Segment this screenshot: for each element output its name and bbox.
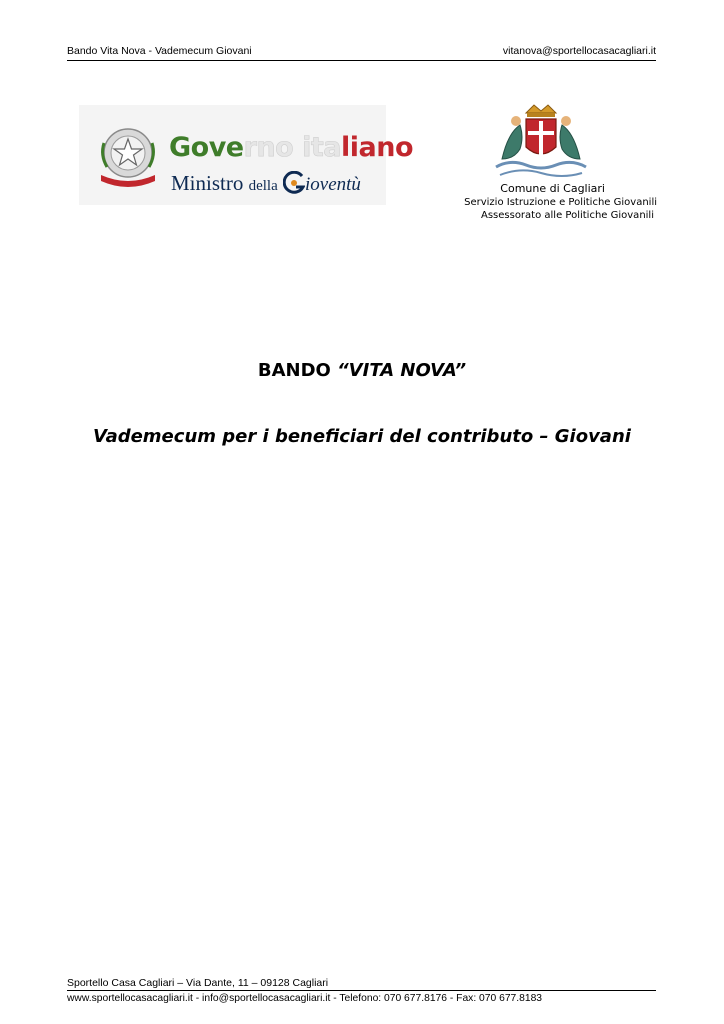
- comune-name: Comune di Cagliari: [500, 182, 605, 195]
- governo-italiano-logo: [79, 105, 414, 205]
- cagliari-coat-of-arms-icon: [490, 103, 592, 181]
- comune-cagliari-block: [464, 182, 657, 222]
- footer-address: Sportello Casa Cagliari – Via Dante, 11 – 09128 Cagliari: [67, 977, 329, 989]
- ministero-gioventu-wordmark: Ministro della ioventù: [171, 171, 361, 195]
- footer-contacts: www.sportellocasacagliari.it - info@sportellocasacagliari.it - Telefono: 070 677.8176 - Fax: 070 677.8183: [67, 993, 543, 1004]
- document-subtitle: Vademecum per i beneficiari del contributo – Giovani: [93, 426, 631, 447]
- footer-divider: [67, 990, 656, 991]
- page-header: [67, 44, 656, 61]
- header-left-text: Bando Vita Nova - Vademecum Giovani: [67, 45, 252, 57]
- governo-italiano-wordmark: Governo italiano: [169, 132, 414, 163]
- header-email: vitanova@sportellocasacagliari.it: [502, 45, 656, 57]
- italian-republic-emblem-icon: [95, 121, 161, 191]
- document-title: BANDO “VITA NOVA”: [257, 360, 467, 381]
- gioventu-swirl-icon: [283, 171, 305, 195]
- servizio-name: Servizio Istruzione e Politiche Giovanili: [464, 197, 657, 208]
- assessorato-name: Assessorato alle Politiche Giovanili: [480, 210, 654, 221]
